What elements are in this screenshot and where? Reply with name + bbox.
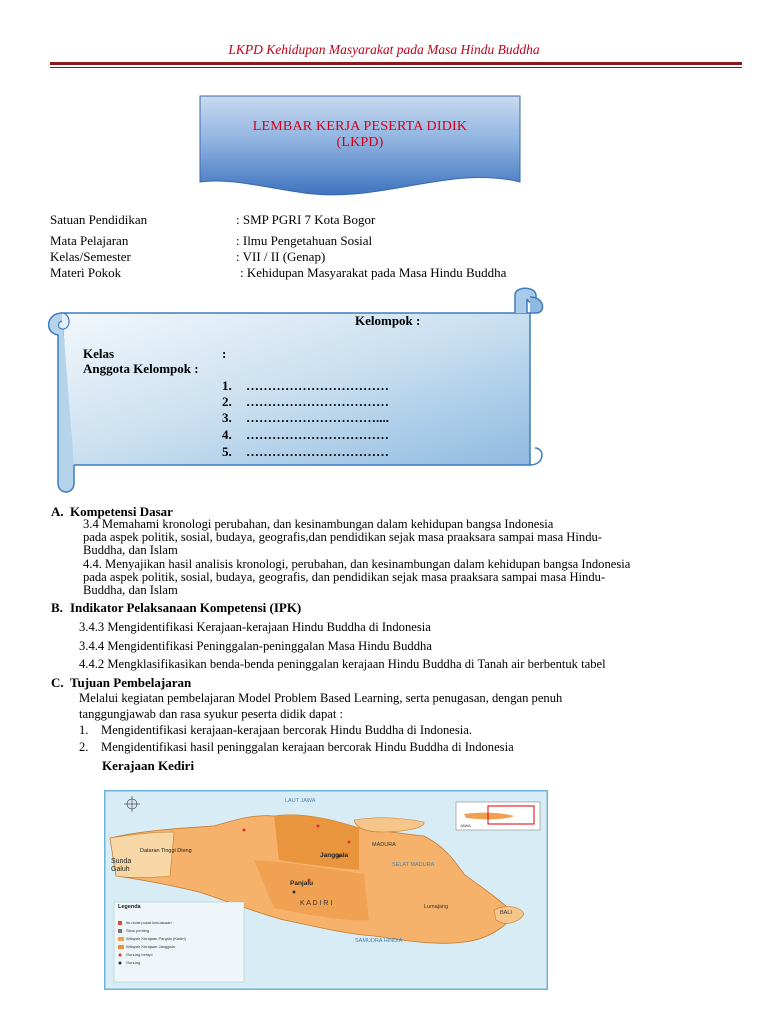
map-label-sunda: Sunda <box>111 858 132 865</box>
map-legend-title: Legenda <box>118 904 141 910</box>
ipk-item: 3.4.3 Mengidentifikasi Kerajaan-kerajaan Hindu Buddha di Indonesia <box>79 620 431 634</box>
kd-line: Buddha, dan Islam <box>83 583 178 597</box>
member-num: 1. <box>222 378 232 393</box>
map-legend-item: Wilayah Kerajaan Panjalu (Kadiri) <box>126 936 186 941</box>
map-heading: Kerajaan Kediri <box>102 758 195 773</box>
member-line-5 <box>222 444 389 460</box>
kd-line: 3.4 Memahami kronologi perubahan, dan kesinambungan dalam kehidupan bangsa Indonesia <box>83 517 554 531</box>
kd-line: pada aspek politik, sosial, budaya, geografis, dan pendidikan sejak masa praaksara sampai masa Hindu- <box>83 570 606 584</box>
header-rule-thin <box>50 67 742 68</box>
info-label: Mata Pelajaran <box>50 233 129 248</box>
member-num: 3. <box>222 410 232 425</box>
member-num: 4. <box>222 427 232 442</box>
member-blank: …………………………… <box>246 427 389 442</box>
document-header-title: LKPD Kehidupan Masyarakat pada Masa Hindu Buddha <box>228 42 540 57</box>
member-blank: …………………………… <box>246 444 389 459</box>
map-label-panjalu: Panjalu <box>290 880 314 887</box>
map-legend-item: Wilayah Kerajaan Janggala <box>126 944 175 949</box>
section-letter: A. <box>51 504 64 519</box>
info-label: Kelas/Semester <box>50 249 131 264</box>
kd-line: 4.4. Menyajikan hasil analisis kronologi, perubahan, dan kesinambungan dalam kehidupan bangsa Indonesia <box>83 557 631 571</box>
map-legend-item: Gunung berapi <box>126 952 153 957</box>
tujuan-text: Mengidentifikasi kerajaan-kerajaan bercorak Hindu Buddha di Indonesia. <box>101 723 473 737</box>
map-label-strait: SELAT MADURA <box>392 862 435 868</box>
kelas-label: Kelas <box>83 346 115 361</box>
tujuan-intro: tanggungjawab dan rasa syukur peserta didik dapat : <box>79 707 344 721</box>
tujuan-intro: Melalui kegiatan pembelajaran Model Problem Based Learning, serta penugasan, dengan penuh <box>79 691 563 705</box>
kediri-map <box>104 790 548 990</box>
info-label: Satuan Pendidikan <box>50 212 148 227</box>
kd-line: Buddha, dan Islam <box>83 543 178 557</box>
info-value: : Ilmu Pengetahuan Sosial <box>236 233 373 248</box>
map-label-janggala: Janggala <box>320 852 349 859</box>
member-line-3 <box>222 410 389 426</box>
header-rule <box>50 62 742 65</box>
map-legend-item: Gunung <box>126 960 141 965</box>
member-blank: …………………………… <box>246 394 389 409</box>
info-value: : SMP PGRI 7 Kota Bogor <box>236 212 376 227</box>
member-line-1 <box>222 378 389 394</box>
ipk-item: 4.4.2 Mengklasifikasikan benda-benda peninggalan kerajaan Hindu Buddha di Tanah air berbentuk tabel <box>79 657 606 671</box>
tujuan-item <box>79 724 472 737</box>
tujuan-text: Mengidentifikasi hasil peninggalan kerajaan bercorak Hindu Buddha di Indonesia <box>101 740 514 754</box>
map-label-lumajang: Lumajang <box>424 904 449 910</box>
banner-title-line1: LEMBAR KERJA PESERTA DIDIK <box>252 119 468 134</box>
banner-title-line2: (LKPD) <box>336 135 384 150</box>
map-label-sea-south: SAMUDRA HINDIA <box>355 938 403 944</box>
map-label-sea-north: LAUT JAWA <box>285 798 316 804</box>
section-title: Tujuan Pembelajaran <box>70 675 192 690</box>
member-blank: ………………………….... <box>246 410 389 425</box>
kelas-colon: : <box>222 346 227 361</box>
banner-title <box>198 119 522 151</box>
member-num: 2. <box>222 394 232 409</box>
info-value: : Kehidupan Masyarakat pada Masa Hindu Buddha <box>240 265 507 280</box>
map-legend-item: Ibu kota pusat kekuasaan <box>126 920 172 925</box>
anggota-label: Anggota Kelompok : <box>83 361 199 376</box>
info-value: : VII / II (Genap) <box>236 249 326 264</box>
member-line-4 <box>222 427 389 443</box>
map-label-kadiri: K A D I R I <box>300 900 333 907</box>
section-letter: C. <box>51 675 64 690</box>
member-num: 5. <box>222 444 232 459</box>
kd-line: pada aspek politik, sosial, budaya, geografis,dan pendidikan sejak masa praaksara sampai masa Hindu- <box>83 530 602 544</box>
ipk-item: 3.4.4 Mengidentifikasi Peninggalan-peninggalan Masa Hindu Buddha <box>79 639 432 653</box>
map-legend-item: Situs penting <box>126 928 150 933</box>
map-label-galuh: Galuh <box>111 866 130 873</box>
section-c-heading <box>51 675 191 691</box>
map-inset-label: JAWA <box>460 823 471 828</box>
map-label-dataran: Dataran Tinggi Dieng <box>140 848 192 854</box>
section-letter: B. <box>51 600 63 615</box>
tujuan-item <box>79 741 514 754</box>
member-blank: …………………………… <box>246 378 389 393</box>
tujuan-num: 1. <box>79 723 89 737</box>
section-title: Indikator Pelaksanaan Kompetensi (IPK) <box>70 600 302 615</box>
member-line-2 <box>222 394 389 410</box>
section-title: Kompetensi Dasar <box>70 504 173 519</box>
kelompok-title: Kelompok : <box>355 313 421 328</box>
map-label-madura: MADURA <box>372 842 396 848</box>
tujuan-num: 2. <box>79 740 89 754</box>
section-b-heading <box>51 600 301 616</box>
map-label-bali: BALI <box>500 910 512 916</box>
info-label: Materi Pokok <box>50 265 122 280</box>
